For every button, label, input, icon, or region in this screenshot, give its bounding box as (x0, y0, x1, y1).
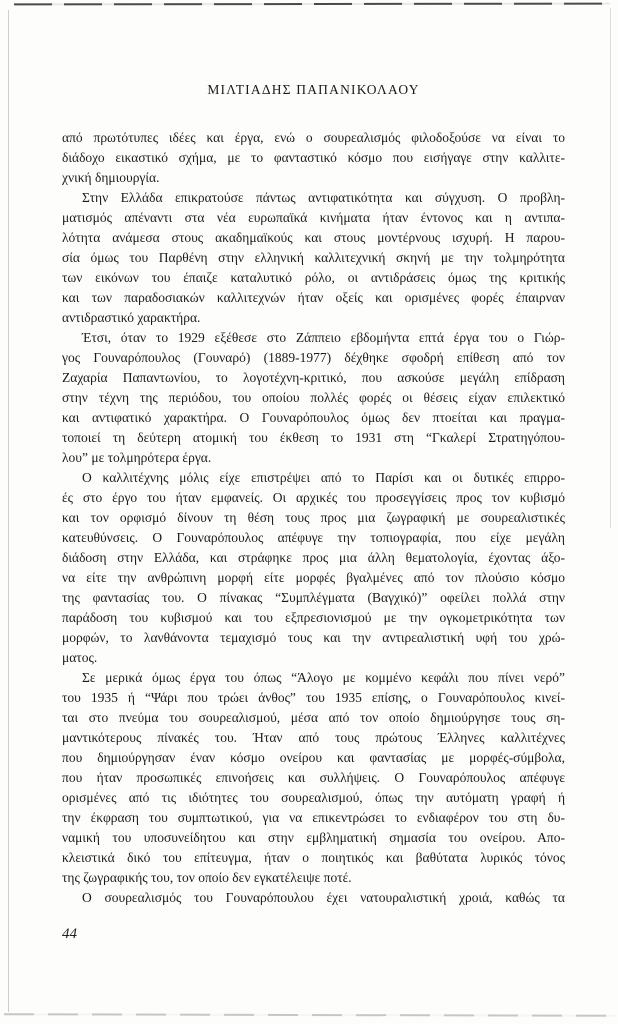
text-line: Ο σουρεαλισμός του Γουναρόπουλου έχει νατουραλιστική χροιά, καθώς τα (82, 890, 565, 905)
text-line: χνική δημιουργία. (62, 170, 160, 185)
scan-edge-top (14, 3, 610, 6)
text-line: τοποιεί τη δεύτερη ατομική του έκθεση το 1931 στη “Γκαλερί Στρατηγόπου- (62, 430, 565, 445)
text-line: του 1935 ή “Ψάρι που τρώει άνθος” του 1935 επίσης, ο Γουναρόπουλος κινεί- (62, 690, 565, 705)
scan-edge-right (610, 8, 611, 528)
text-line: λότητα ανάμεσα στους ακαδημαϊκούς και στους μοντέρνους ισχυρή. Η παρου- (62, 230, 565, 245)
text-line: που ήταν προσωπικές επινοήσεις και συλλήψεις. Ο Γουναρόπουλος απέφυγε (62, 770, 565, 785)
text-line: και των παραδοσιακών καλλιτεχνών ήταν οξείς και ορισμένες φορές έπαιρναν (62, 290, 565, 305)
text-line: γος Γουναρόπουλος (Γουναρό) (1889-1977) δέχθηκε σφοδρή επίθεση από τον (62, 350, 565, 365)
text-line: σία όμως του Παρθένη στην ελληνική καλλιτεχνική σκηνή με την τολμηρότητα (62, 250, 565, 265)
text-line: παράδοση του κυβισμού και του εξπρεσιονισμού με την ογκομετρικότητα των (62, 610, 565, 625)
paragraph (62, 668, 565, 888)
text-line: Σε μερικά όμως έργα του όπως “Άλογο με κομμένο κεφάλι που πίνει νερό” (82, 670, 565, 685)
text-line: και τον ορφισμό δίνουν τη θέση τους προς μια ζωγραφική με σουρεαλιστικές (62, 510, 565, 525)
text-line: διάδοχο εικαστικό σχήμα, με το φανταστικό κόσμο που εισήγαγε στην καλλιτε- (62, 150, 565, 165)
text-line: ορισμένες από τις ιδιότητες του σουρεαλισμού, όπως την αυτόματη γραφή ή (62, 790, 565, 805)
text-line: ματος. (62, 650, 98, 665)
text-line: να είτε την ανθρώπινη μορφή είτε μορφές βγαλμένες από τον πλούσιο κόσμο (62, 570, 565, 585)
text-line: κατευθύνσεις. Ο Γουναρόπουλος απέφυγε την τοπιογραφία, που είχε μεγάλη (62, 530, 565, 545)
text-line: Ζαχαρία Παπαντωνίου, το λογοτέχνη-κριτικό, που ασκούσε μεγάλη επίδραση (62, 370, 565, 385)
text-line: ναμική του υποσυνείδητου και στην εμβληματική σημασία του ονείρου. Απο- (62, 830, 565, 845)
paragraph (62, 468, 565, 668)
text-line: μαντικότερους πίνακές του. Ήταν από τους πρώτους Έλληνες καλλιτέχνες (62, 730, 565, 745)
text-line: Στην Ελλάδα επικρατούσε πάντως αντιφατικότητα και σύγχυση. Ο προβλη- (82, 190, 565, 205)
paragraph (62, 888, 565, 908)
text-line: της φαντασίας του. Ο πίνακας “Συμπλέγματα (Βαγχικό)” οφείλει πολλά στην (62, 590, 565, 605)
text-line: διάδοση στην Ελλάδα, και στράφηκε προς μια άλλη θεματολογία, έχοντας άξο- (62, 550, 565, 565)
text-line: των εικόνων του έπαιζε καταλυτικό ρόλο, οι αντιδράσεις όμως της κριτικής (62, 270, 565, 285)
text-line: κλειστικά δικό του επίτευγμα, ήταν ο ποιητικός και βαθύτατα λυρικός τόνος (62, 850, 565, 865)
text-line: Ο καλλιτέχνης μόλις είχε επιστρέψει από το Παρίσι και οι δυτικές επιρρο- (82, 470, 565, 485)
text-line: στην τέχνη της περιόδου, του οποίου πολλές φορές οι θέσεις είχαν επιλεκτικό (62, 390, 565, 405)
text-line: της ζωγραφικής του, τον οποίο δεν εγκατέλειψε ποτέ. (62, 870, 352, 885)
text-line: ται στο πνεύμα του σουρεαλισμού, μέσα από τον οποίο δημιούργησε τους ση- (62, 710, 565, 725)
text-line: την έκφραση του συμπτωτικού, για να επικεντρώσει το ενδιαφέρον του στη δυ- (62, 810, 565, 825)
paragraph (62, 188, 565, 328)
scan-edge-left (8, 10, 9, 1012)
text-line: μορφών, το λανθάνοντα τεμαχισμό τους και την αντιρεαλιστική υφή του χρώ- (62, 630, 565, 645)
text-line: και αντιφατικό χαρακτήρα. Ο Γουναρόπουλος όμως δεν πτοείται και πραγμα- (62, 410, 565, 425)
scan-edge-bottom (4, 1013, 616, 1017)
body-text (62, 128, 565, 908)
text-line: από πρωτότυπες ιδέες και έργα, ενώ ο σουρεαλισμός φιλοδοξούσε να είναι το (62, 130, 565, 145)
page-number: 44 (62, 926, 77, 942)
text-line: αντιδραστικό χαρακτήρα. (62, 310, 201, 325)
text-line: λου” με τολμηρότερα έργα. (62, 450, 212, 465)
paragraph (62, 128, 565, 188)
text-line: Έτσι, όταν το 1929 εξέθεσε στο Ζάππειο εβδομήντα επτά έργα του ο Γιώρ- (82, 330, 565, 345)
text-line: που δημιούργησαν έναν κόσμο ονείρου και φαντασίας με μορφές-σύμβολα, (62, 750, 565, 765)
text-line: ές στο έργο του ήταν εμφανείς. Οι αρχικές του προσεγγίσεις προς τον κυβισμό (62, 490, 565, 505)
text-line: ματισμός απέναντι στα νέα ευρωπαϊκά κινήματα ήταν έντονος και η αντιπα- (62, 210, 565, 225)
running-header: ΜΙΛΤΙΑΔΗΣ ΠΑΠΑΝΙΚΟΛΑΟΥ (207, 82, 420, 97)
paragraph (62, 328, 565, 468)
